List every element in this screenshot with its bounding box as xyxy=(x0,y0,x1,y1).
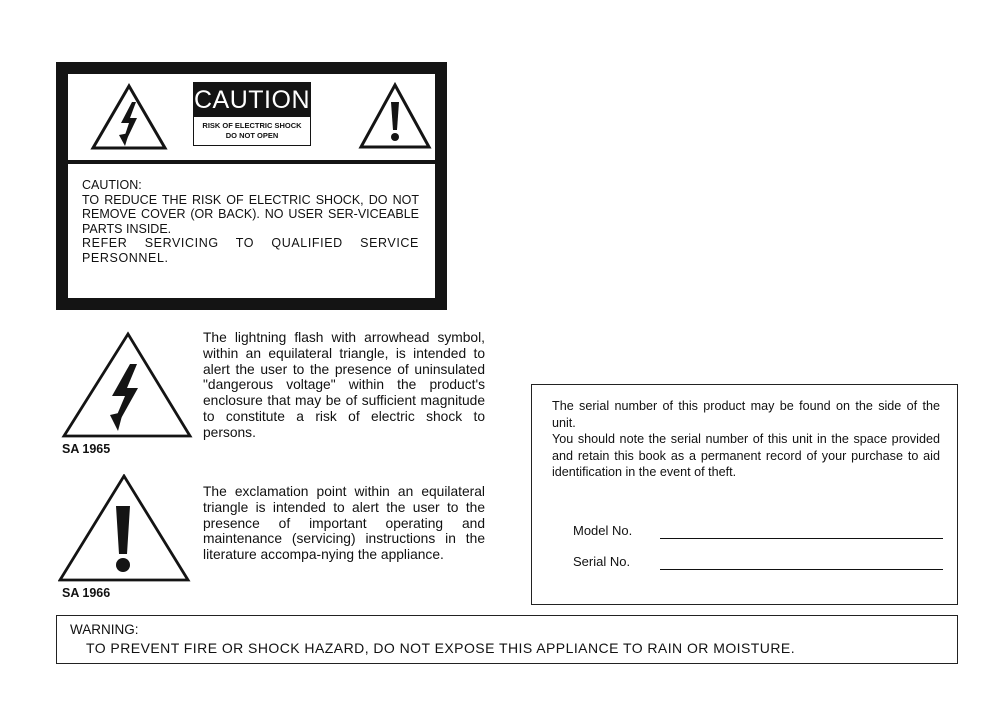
warning-text: TO PREVENT FIRE OR SHOCK HAZARD, DO NOT EXPOSE THIS APPLIANCE TO RAIN OR MOISTURE. xyxy=(86,640,796,656)
serial-number-label: Serial No. xyxy=(573,554,631,569)
exclamation-triangle-icon xyxy=(58,474,194,586)
serial-number-row xyxy=(573,554,943,574)
lightning-symbol-explanation xyxy=(58,330,488,466)
caution-servicing-text: REFER SERVICING TO QUALIFIED SERVICE PERSONNEL. xyxy=(82,236,419,265)
exclamation-symbol-explanation xyxy=(58,474,488,602)
model-number-row xyxy=(573,523,943,543)
warning-title: WARNING: xyxy=(70,622,139,637)
symbol-description: The lightning flash with arrowhead symbol, within an equilateral triangle, is intended to alert the user to the presence of uninsulated "dangerous voltage" within the product's enclosure that may be of sufficient magnitude to constitute a risk of electric shock to persons. xyxy=(203,330,485,440)
serial-number-box xyxy=(531,384,958,605)
symbol-code: SA 1966 xyxy=(62,586,111,600)
caution-subtext-line2: DO NOT OPEN xyxy=(225,131,279,140)
model-number-label: Model No. xyxy=(573,523,633,538)
serial-number-field[interactable] xyxy=(660,569,943,570)
lightning-warning-icon xyxy=(90,83,168,151)
caution-label xyxy=(56,62,447,310)
serial-record-text: You should note the serial number of this unit in the space provided and retain this book as a permanent record of your purchase to aid identification in the event of theft. xyxy=(552,432,940,480)
caution-subtext-line1: RISK OF ELECTRIC SHOCK xyxy=(202,121,302,130)
caution-body-title: CAUTION: xyxy=(82,178,142,192)
symbol-code: SA 1965 xyxy=(62,442,111,456)
lightning-flash-triangle-icon xyxy=(58,330,194,442)
symbol-description: The exclamation point within an equilateral triangle is intended to alert the user to the presence of important operating and maintenance (servicing) instructions in the literature accompa-nying the appliance. xyxy=(203,484,485,563)
serial-location-text: The serial number of this product may be found on the side of the unit. xyxy=(552,399,940,430)
model-number-field[interactable] xyxy=(660,538,943,539)
caution-subtext xyxy=(194,117,310,141)
exclamation-warning-icon xyxy=(358,82,432,150)
caution-label-body xyxy=(68,164,435,298)
caution-header: CAUTION xyxy=(194,83,310,117)
warning-box xyxy=(56,615,958,664)
caution-label-header xyxy=(68,74,435,160)
caution-plate xyxy=(193,82,311,146)
caution-body-text: TO REDUCE THE RISK OF ELECTRIC SHOCK, DO NOT REMOVE COVER (OR BACK). NO USER SER-VICEABLE PARTS INSIDE. xyxy=(82,192,419,236)
